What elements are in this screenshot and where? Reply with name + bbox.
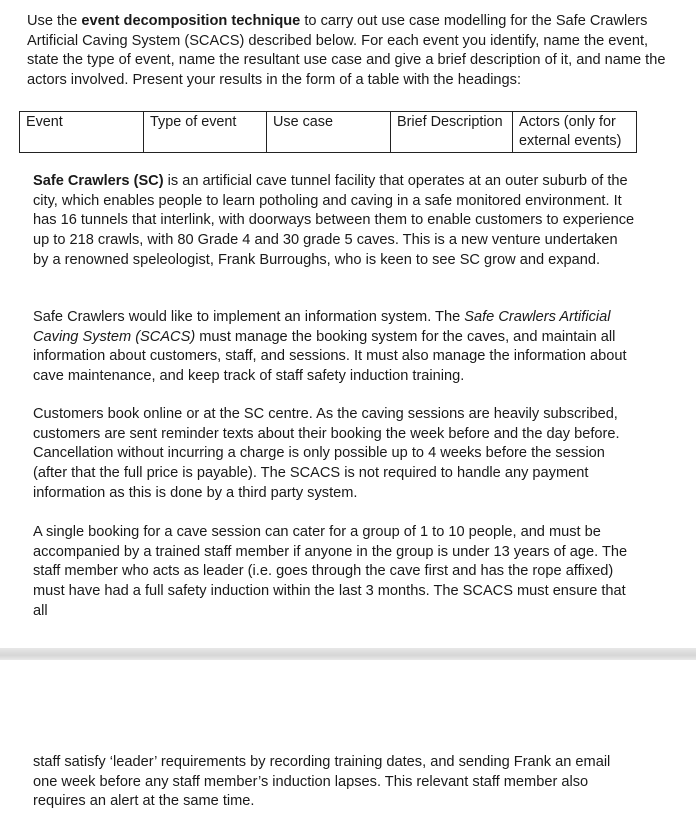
italic-term: Safe Crawlers Artificial Caving System (SCACS) (33, 309, 611, 345)
bold-term: Safe Crawlers (SC) (33, 173, 164, 189)
instructions-paragraph: Use the event decomposition technique to carry out use case modelling for the Safe Crawlers Artificial Caving System (SCACS) described below. For each event you identify, name the event, state the type of event, name the resultant use case and give a brief description of it, and name the actors involved. Present your results in the form of a table with the headings: (27, 13, 666, 88)
headings-table (19, 111, 637, 153)
paragraph-leader-requirements: staff satisfy ‘leader’ requirements by recording training dates, and sending Frank an email one week before any staff member’s induction lapses. This relevant staff member also requires an alert at the same time. (33, 754, 611, 810)
bold-term: event decomposition technique (81, 13, 301, 29)
header-actors: Actors (only for external events) (513, 112, 637, 153)
paragraph-booking: Customers book online or at the SC centre. As the caving sessions are heavily subscribed, customers are sent reminder texts about their booking the week before and the day before. Cancellation without incurring a charge is only possible up to 4 weeks before the session (after that the full price is payable). The SCACS is not required to handle any payment information as this is done by a third party system. (33, 406, 620, 501)
header-brief-description: Brief Description (391, 112, 513, 153)
header-event: Event (20, 112, 144, 153)
paragraph-overview: Safe Crawlers (SC) is an artificial cave tunnel facility that operates at an outer suburb of the city, which enables people to learn potholing and caving in a safe monitored environment. It has 16 tunnels that interlink, with doorways between them to enable customers to experience up to 218 crawls, with 80 Grade 4 and 30 grade 5 caves. This is a new venture undertaken by a renowned speleologist, Frank Burroughs, who is keen to see SC grow and expand. (33, 173, 635, 268)
table-row (20, 112, 637, 153)
page-separator (0, 648, 696, 660)
paragraph-system: Safe Crawlers would like to implement an information system. The Safe Crawlers Artificial Caving System (SCACS) must manage the booking system for the caves, and maintain all information about customers, staff, and sessions. It must also manage the information about cave maintenance, and keep track of staff safety induction training. (33, 309, 627, 385)
header-type-of-event: Type of event (144, 112, 267, 153)
header-use-case: Use case (267, 112, 391, 153)
paragraph-group-booking: A single booking for a cave session can cater for a group of 1 to 10 people, and must be accompanied by a trained staff member if anyone in the group is under 13 years of age. The staff member who acts as leader (i.e. goes through the cave first and has the rope affixed) must have had a full safety induction within the last 3 months. The SCACS must ensure that all (33, 524, 628, 619)
document-page-2 (0, 660, 696, 819)
